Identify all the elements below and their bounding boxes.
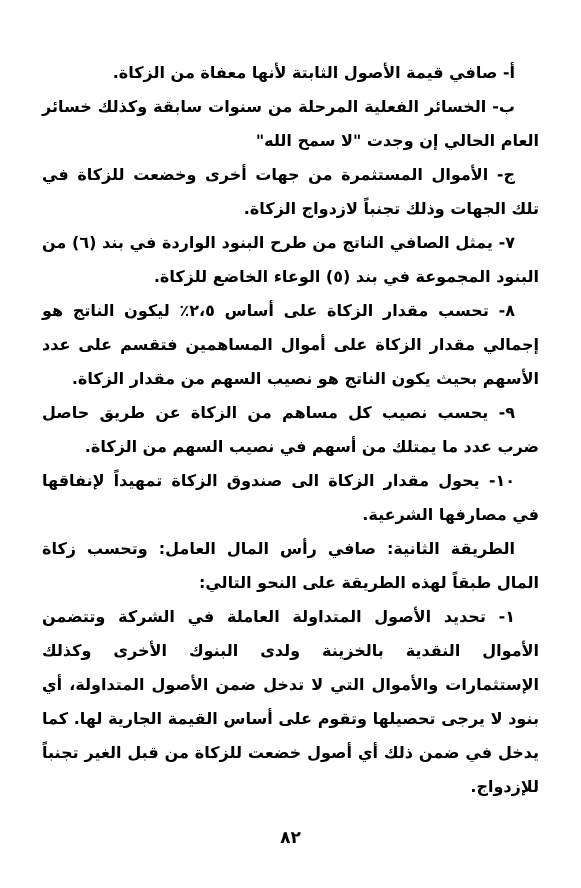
paragraph-step-8: ٨- تحسب مقدار الزكاة على أساس ٢،٥٪ ليكون الناتج هو إجمالي مقدار الزكاة على أموال المساهمين فتقسم على عدد الأسهم بحيث يكون الناتج هو نصيب السهم من مقدار الزكاة. [42,301,539,388]
paragraph-step-10: ١٠- يحول مقدار الزكاة الى صندوق الزكاة تمهيداً لإنفاقها في مصارفها الشرعية. [42,471,539,524]
paragraph-second-method: الطريقة الثانية: صافي رأس المال العامل: وتحسب زكاة المال طبقاً لهذه الطريقة على النحو التالي: [42,539,539,592]
paragraph-item-b: ب- الخسائر الفعلية المرحلة من سنوات سابقة وكذلك خسائر العام الحالي إن وجدت "لا سمح الله" [42,97,539,150]
page-number: ٨٢ [280,828,301,848]
paragraph-step-1: ١- تحديد الأصول المتداولة العاملة في الشركة وتتضمن الأموال النقدية بالخزينة ولدى البنوك الأخرى وكذلك الإستثمارات والأموال التي لا تدخل ضمن الأصول المتداولة، أي بنود لا يرجى تحصيلها وتقوم على أساس القيمة الجارية لها. كما يدخل في ضمن ذلك أي أصول خضعت للزكاة من قبل الغير تجنباً للإزدواج. [42,607,539,796]
paragraph-item-c: ج- الأموال المستثمرة من جهات أخرى وخضعت للزكاة في تلك الجهات وذلك تجنباً لازدواج الزكاة. [42,165,539,218]
paragraph-item-a: أ- صافي قيمة الأصول الثابتة لأنها معفاة من الزكاة. [112,63,515,82]
paragraph-step-7: ٧- يمثل الصافي الناتج من طرح البنود الواردة في بند (٦) من البنود المجموعة في بند (٥) الوعاء الخاضع للزكاة. [42,233,539,286]
paragraph-step-9: ٩- يحسب نصيب كل مساهم من الزكاة عن طريق حاصل ضرب عدد ما يمتلك من أسهم في نصيب السهم من الزكاة. [42,403,539,456]
